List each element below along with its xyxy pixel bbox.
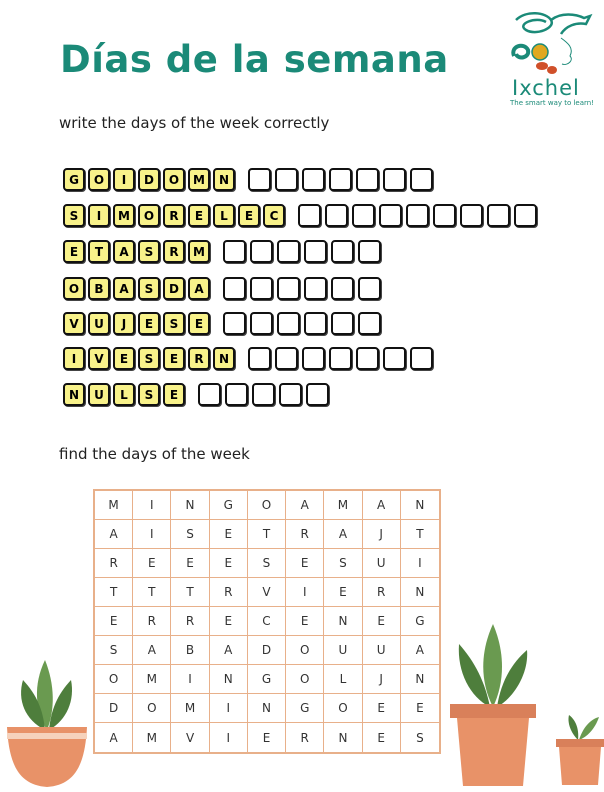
answer-box[interactable] [252, 383, 275, 406]
grid-cell[interactable]: E [133, 549, 171, 578]
letter-tile: J [113, 312, 135, 335]
grid-cell[interactable]: I [286, 578, 324, 607]
grid-cell[interactable]: T [171, 578, 209, 607]
letter-tile: L [113, 383, 135, 406]
instruction-word-search: find the days of the week [59, 445, 250, 463]
answer-box[interactable] [352, 204, 375, 227]
answer-box[interactable] [250, 312, 273, 335]
answer-box[interactable] [277, 277, 300, 300]
answer-box[interactable] [325, 204, 348, 227]
letter-tile: E [188, 312, 210, 335]
scrambled-word-row [63, 277, 385, 300]
answer-box[interactable] [329, 347, 352, 370]
answer-box[interactable] [331, 240, 354, 263]
letter-tile: I [88, 204, 110, 227]
grid-cell[interactable]: R [363, 578, 401, 607]
answer-box[interactable] [331, 277, 354, 300]
grid-cell[interactable]: U [363, 549, 401, 578]
answer-box[interactable] [302, 168, 325, 191]
grid-cell[interactable]: N [171, 491, 209, 520]
grid-cell[interactable]: U [324, 636, 362, 665]
grid-cell[interactable]: T [133, 578, 171, 607]
answer-box[interactable] [356, 168, 379, 191]
answer-box[interactable] [358, 312, 381, 335]
grid-cell[interactable]: C [248, 607, 286, 636]
answer-box[interactable] [275, 347, 298, 370]
letter-tile: E [113, 347, 135, 370]
answer-box[interactable] [410, 347, 433, 370]
grid-cell[interactable]: E [286, 549, 324, 578]
answer-box[interactable] [223, 240, 246, 263]
grid-cell[interactable]: I [133, 520, 171, 549]
grid-cell[interactable]: E [324, 578, 362, 607]
letter-tile: O [63, 277, 85, 300]
letter-tile: R [188, 347, 210, 370]
small-potted-plant-icon [553, 705, 604, 787]
letter-tile: R [163, 240, 185, 263]
grid-cell[interactable]: I [210, 694, 248, 723]
answer-box[interactable] [223, 312, 246, 335]
letter-tile: A [113, 277, 135, 300]
grid-cell[interactable]: I [171, 665, 209, 694]
answer-box[interactable] [250, 277, 273, 300]
letter-tile: N [63, 383, 85, 406]
letter-tile: R [163, 204, 185, 227]
grid-cell[interactable]: R [133, 607, 171, 636]
answer-box[interactable] [277, 240, 300, 263]
letter-tile: A [188, 277, 210, 300]
answer-box[interactable] [433, 204, 456, 227]
grid-cell[interactable]: S [95, 636, 133, 665]
grid-cell[interactable]: I [210, 723, 248, 752]
grid-cell[interactable]: R [210, 578, 248, 607]
letter-tile: T [88, 240, 110, 263]
grid-cell[interactable]: M [324, 491, 362, 520]
grid-cell[interactable]: S [248, 549, 286, 578]
scrambled-word-row [63, 383, 333, 406]
answer-box[interactable] [225, 383, 248, 406]
grid-cell[interactable]: E [363, 607, 401, 636]
letter-tile: D [163, 277, 185, 300]
scrambled-word-row [63, 168, 437, 191]
grid-cell[interactable]: A [324, 520, 362, 549]
grid-cell[interactable]: S [171, 520, 209, 549]
grid-cell[interactable]: V [248, 578, 286, 607]
answer-box[interactable] [383, 168, 406, 191]
letter-tile: N [213, 168, 235, 191]
grid-cell[interactable]: N [401, 665, 439, 694]
grid-cell[interactable]: T [95, 578, 133, 607]
scrambled-word-row [63, 347, 437, 370]
grid-cell[interactable]: N [324, 607, 362, 636]
letter-tile: V [63, 312, 85, 335]
grid-cell[interactable]: A [133, 636, 171, 665]
scrambled-word-row [63, 204, 541, 227]
grid-cell[interactable]: N [324, 723, 362, 752]
answer-box[interactable] [304, 312, 327, 335]
grid-cell[interactable]: E [363, 723, 401, 752]
grid-cell[interactable]: I [401, 549, 439, 578]
grid-cell[interactable]: E [286, 607, 324, 636]
answer-box[interactable] [514, 204, 537, 227]
grid-cell[interactable]: A [95, 723, 133, 752]
grid-cell[interactable]: E [210, 607, 248, 636]
grid-cell[interactable]: T [401, 520, 439, 549]
answer-box[interactable] [379, 204, 402, 227]
letter-tile: E [63, 240, 85, 263]
answer-box[interactable] [304, 240, 327, 263]
letter-tile: E [138, 312, 160, 335]
grid-cell[interactable]: E [95, 607, 133, 636]
grid-cell[interactable]: O [133, 694, 171, 723]
grid-cell[interactable]: O [286, 636, 324, 665]
answer-box[interactable] [329, 168, 352, 191]
grid-cell[interactable]: O [95, 665, 133, 694]
answer-box[interactable] [302, 347, 325, 370]
grid-cell[interactable]: M [95, 491, 133, 520]
grid-cell[interactable]: T [248, 520, 286, 549]
grid-cell[interactable]: G [286, 694, 324, 723]
grid-cell[interactable]: V [171, 723, 209, 752]
letter-tile: U [88, 383, 110, 406]
answer-box[interactable] [198, 383, 221, 406]
grid-cell[interactable]: E [248, 723, 286, 752]
letter-tile: S [138, 240, 160, 263]
answer-box[interactable] [248, 347, 271, 370]
grid-cell[interactable]: R [286, 723, 324, 752]
page-title: Días de la semana [60, 38, 449, 81]
grid-cell[interactable]: R [171, 607, 209, 636]
grid-cell[interactable]: E [210, 520, 248, 549]
grid-cell[interactable]: O [286, 665, 324, 694]
potted-plant-left-icon [5, 655, 90, 790]
answer-box[interactable] [223, 277, 246, 300]
answer-box[interactable] [279, 383, 302, 406]
grid-cell[interactable]: G [401, 607, 439, 636]
logo-tagline: The smart way to learn! [510, 99, 595, 107]
letter-tile: I [63, 347, 85, 370]
letter-tile: S [63, 204, 85, 227]
letter-tile: S [138, 347, 160, 370]
grid-cell[interactable]: I [133, 491, 171, 520]
grid-cell[interactable]: R [286, 520, 324, 549]
grid-cell[interactable]: M [133, 723, 171, 752]
grid-cell[interactable]: D [95, 694, 133, 723]
grid-cell[interactable]: N [210, 665, 248, 694]
answer-box[interactable] [250, 240, 273, 263]
answer-box[interactable] [383, 347, 406, 370]
grid-cell[interactable]: A [286, 491, 324, 520]
letter-tile: S [138, 383, 160, 406]
answer-box[interactable] [406, 204, 429, 227]
grid-cell[interactable]: J [363, 665, 401, 694]
letter-tile: E [188, 204, 210, 227]
scrambled-word-row [63, 312, 385, 335]
grid-cell[interactable]: A [401, 636, 439, 665]
letter-tile: E [238, 204, 260, 227]
answer-box[interactable] [460, 204, 483, 227]
answer-box[interactable] [248, 168, 271, 191]
grid-cell[interactable]: A [210, 636, 248, 665]
letter-tile: B [88, 277, 110, 300]
answer-box[interactable] [356, 347, 379, 370]
letter-tile: C [263, 204, 285, 227]
grid-cell[interactable]: J [363, 520, 401, 549]
letter-tile: O [88, 168, 110, 191]
letter-tile: O [163, 168, 185, 191]
grid-cell[interactable]: A [363, 491, 401, 520]
grid-cell[interactable]: M [133, 665, 171, 694]
grid-cell[interactable]: U [363, 636, 401, 665]
answer-box[interactable] [358, 240, 381, 263]
letter-tile: D [138, 168, 160, 191]
answer-box[interactable] [410, 168, 433, 191]
letter-tile: A [113, 240, 135, 263]
answer-box[interactable] [275, 168, 298, 191]
letter-tile: M [113, 204, 135, 227]
letter-tile: E [163, 383, 185, 406]
grid-cell[interactable]: S [324, 549, 362, 578]
grid-cell[interactable]: B [171, 636, 209, 665]
grid-cell[interactable]: E [401, 694, 439, 723]
grid-cell[interactable]: O [248, 491, 286, 520]
grid-cell[interactable]: N [401, 578, 439, 607]
letter-tile: S [163, 312, 185, 335]
grid-cell[interactable]: S [416, 730, 424, 745]
answer-box[interactable] [331, 312, 354, 335]
letter-tile: O [138, 204, 160, 227]
grid-cell[interactable]: D [248, 636, 286, 665]
letter-tile: N [213, 347, 235, 370]
grid-cell[interactable]: L [324, 665, 362, 694]
letter-tile: V [88, 347, 110, 370]
answer-box[interactable] [358, 277, 381, 300]
letter-tile: L [213, 204, 235, 227]
letter-tile: M [188, 168, 210, 191]
letter-tile: E [163, 347, 185, 370]
grid-cell[interactable]: E [210, 549, 248, 578]
letter-tile: I [113, 168, 135, 191]
grid-cell[interactable]: N [401, 491, 439, 520]
word-search-grid [93, 489, 441, 754]
potted-plant-right-icon [445, 622, 540, 787]
grid-cell[interactable]: E [363, 694, 401, 723]
grid-cell[interactable]: N [248, 694, 286, 723]
answer-box[interactable] [277, 312, 300, 335]
grid-cell[interactable]: M [171, 694, 209, 723]
letter-tile: M [188, 240, 210, 263]
scrambled-word-row [63, 240, 385, 263]
grid-cell[interactable]: O [324, 694, 362, 723]
grid-cell[interactable]: G [248, 665, 286, 694]
grid-cell[interactable]: R [95, 549, 133, 578]
letter-tile: U [88, 312, 110, 335]
grid-cell[interactable]: A [95, 520, 133, 549]
letter-tile: G [63, 168, 85, 191]
instruction-unscramble: write the days of the week correctly [59, 114, 330, 132]
answer-box[interactable] [304, 277, 327, 300]
answer-box[interactable] [298, 204, 321, 227]
answer-box[interactable] [306, 383, 329, 406]
logo-name: Ixchel [512, 76, 580, 100]
grid-cell[interactable]: E [171, 549, 209, 578]
grid-cell[interactable]: G [210, 491, 248, 520]
letter-tile: S [138, 277, 160, 300]
answer-box[interactable] [487, 204, 510, 227]
